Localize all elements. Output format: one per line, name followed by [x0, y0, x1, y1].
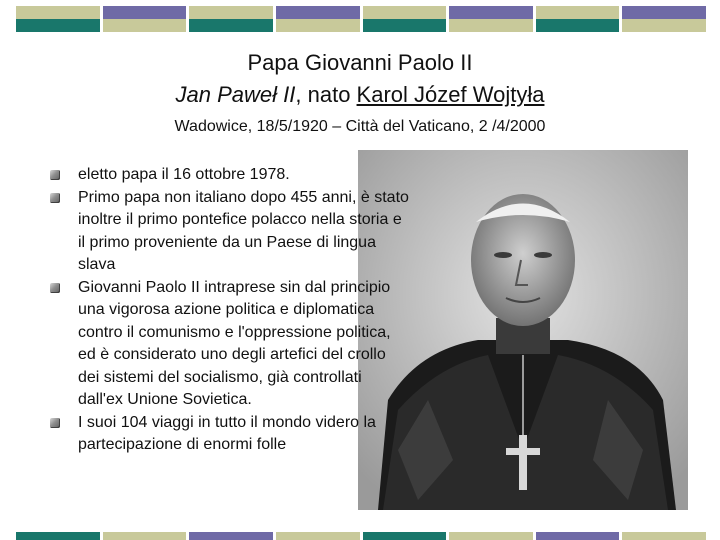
deco-block: [536, 6, 620, 32]
polish-name: Jan Paweł II: [175, 82, 296, 107]
list-item-text: eletto papa il 16 ottobre 1978.: [78, 166, 290, 183]
list-item-text: Giovanni Paolo II intraprese sin dal principio una vigorosa azione politica e diplomatica contro il comunismo e l'oppressione politica, ed è considerato uno degli artefici del crollo dei sistemi del socialismo, già controllati dall'ex Unione Sovietica.: [78, 278, 391, 408]
page-subtitle-names: [0, 82, 720, 108]
deco-block: [103, 532, 187, 540]
bullet-icon: [50, 193, 60, 203]
deco-block: [622, 532, 706, 540]
deco-block: [276, 532, 360, 540]
bullet-icon: [50, 283, 60, 293]
top-decorative-bar: [16, 6, 706, 32]
list-item-text: I suoi 104 viaggi in tutto il mondo videro la partecipazione di enormi folle: [78, 413, 376, 453]
deco-block: [103, 6, 187, 32]
page-title: Papa Giovanni Paolo II: [247, 50, 473, 75]
deco-block: [16, 532, 100, 540]
deco-block: [622, 6, 706, 32]
bullet-list: [50, 164, 410, 457]
list-item-text: Primo papa non italiano dopo 455 anni, è stato inoltre il primo pontefice polacco nella storia e il primo proveniente da un Paese di lingua slava: [78, 188, 409, 273]
deco-block: [189, 6, 273, 32]
list-item: [50, 412, 410, 457]
deco-block: [449, 532, 533, 540]
deco-block: [536, 532, 620, 540]
title-separator: , nato: [295, 82, 357, 107]
bottom-decorative-bar: [16, 532, 706, 540]
birth-name: Karol Józef Wojtyła: [356, 82, 545, 107]
deco-block: [16, 6, 100, 32]
deco-block: [276, 6, 360, 32]
life-dates: Wadowice, 18/5/1920 – Città del Vaticano, 2 /4/2000: [174, 118, 546, 135]
deco-block: [363, 532, 447, 540]
bullet-icon: [50, 170, 60, 180]
list-item: [50, 187, 410, 277]
deco-block: [363, 6, 447, 32]
deco-block: [189, 532, 273, 540]
list-item: [50, 164, 410, 187]
deco-block: [449, 6, 533, 32]
list-item: [50, 277, 410, 412]
bullet-icon: [50, 418, 60, 428]
